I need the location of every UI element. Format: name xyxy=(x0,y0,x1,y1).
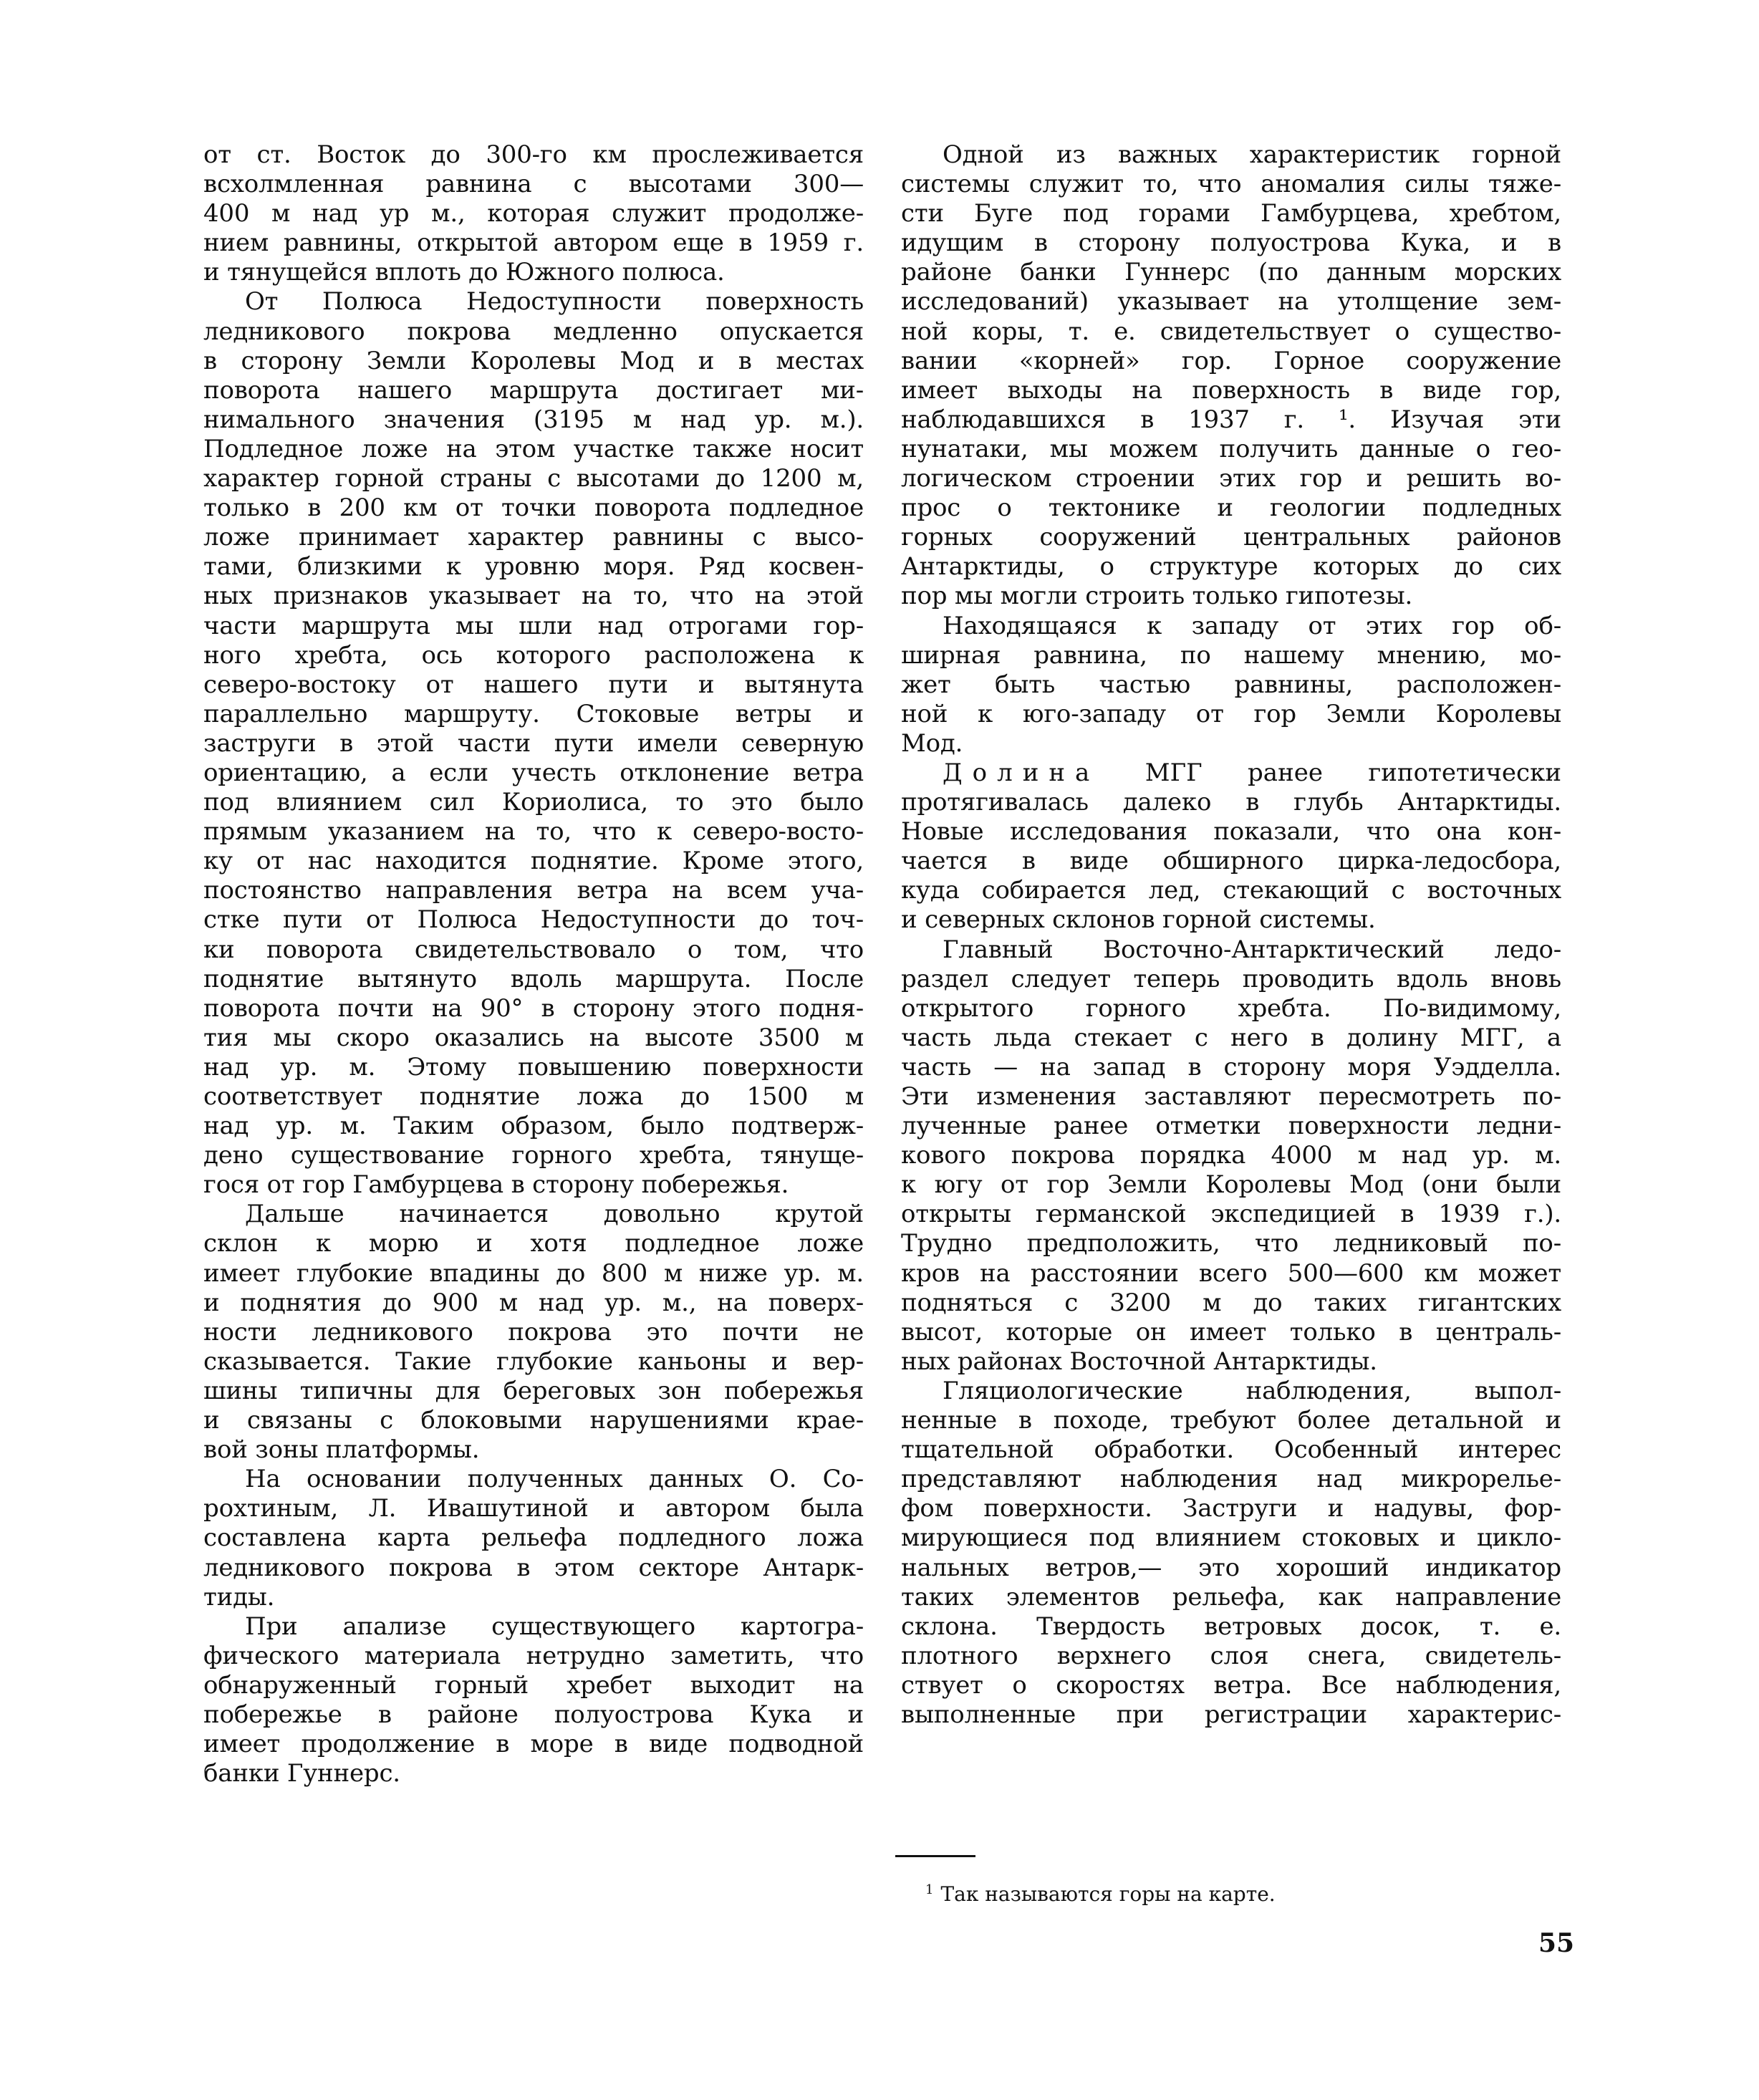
text-line: тщательной обработки. Особенный интерес xyxy=(901,1435,1561,1465)
text-line: и поднятия до 900 м над ур. м., на поверх- xyxy=(203,1288,864,1317)
text-line: нальных ветров,— это хороший индикатор xyxy=(901,1553,1561,1582)
text-line: От Полюса Недоступности поверхность xyxy=(245,287,864,317)
text-line: высот, которые он имеет только в централь- xyxy=(901,1317,1561,1347)
text-line: обнаруженный горный хребет выходит на xyxy=(203,1670,864,1700)
text-line: Дальше начинается довольно крутой xyxy=(245,1200,864,1229)
text-line: тия мы скоро оказались на высоте 3500 м xyxy=(203,1023,864,1052)
text-line: Мод. xyxy=(901,728,963,758)
text-line: склон к морю и хотя подледное ложе xyxy=(203,1229,864,1258)
text-line: в сторону Земли Королевы Мод и в местах xyxy=(203,346,864,375)
text-line: куда собирается лед, стекающий с восточных xyxy=(901,876,1561,905)
footnote-divider xyxy=(895,1855,975,1857)
text-line: сказывается. Такие глубокие каньоны и вер- xyxy=(203,1347,864,1376)
text-line: мирующиеся под влиянием стоковых и цикло- xyxy=(901,1523,1561,1553)
text-line: горных сооружений центральных районов xyxy=(901,523,1561,552)
text-line: от ст. Восток до 300-го км прослеживается xyxy=(203,140,864,169)
text-line: ного хребта, ось которого расположена к xyxy=(203,640,864,670)
text-line: выполненные при регистрации характерис- xyxy=(901,1700,1561,1729)
text-line: Трудно предположить, что ледниковый по- xyxy=(901,1229,1561,1258)
text-line: пор мы могли строить только гипотезы. xyxy=(901,582,1413,611)
text-line: характер горной страны с высотами до 1200 м, xyxy=(203,464,864,493)
text-line: часть льда стекает с него в долину МГГ, а xyxy=(901,1023,1561,1052)
text-line: Одной из важных характеристик горной xyxy=(943,140,1561,169)
text-line: к югу от гор Земли Королевы Мод (они были xyxy=(901,1170,1561,1200)
text-line: имеет продолжение в море в виде подводной xyxy=(203,1730,864,1759)
text-line: всхолмленная равнина с высотами 300— xyxy=(203,170,864,199)
footnote xyxy=(925,1882,1276,1906)
text-line: протягивалась далеко в глубь Антарктиды. xyxy=(901,788,1561,817)
text-line: поднятие вытянуто вдоль маршрута. После xyxy=(203,964,864,993)
text-line: Гляциологические наблюдения, выпол- xyxy=(943,1376,1561,1405)
text-line: ной к юго-западу от гор Земли Королевы xyxy=(901,699,1561,728)
text-line: логическом строении этих гор и решить во- xyxy=(901,464,1561,493)
text-line: прямым указанием на то, что к северо-восто- xyxy=(203,817,864,847)
text-line: нием равнины, открытой автором еще в 1959 г. xyxy=(203,228,864,258)
text-line: Главный Восточно-Антарктический ледо- xyxy=(943,935,1561,964)
text-line: лученные ранее отметки поверхности ледни- xyxy=(901,1112,1561,1141)
text-line: сти Буге под горами Гамбурцева, хребтом, xyxy=(901,199,1561,228)
text-line: тиды. xyxy=(203,1582,275,1612)
text-line: имеет выходы на поверхность в виде гор, xyxy=(901,375,1561,405)
text-line: раздел следует теперь проводить вдоль вновь xyxy=(901,964,1561,993)
text-line: поворота почти на 90° в сторону этого подня- xyxy=(203,993,864,1023)
footnote-marker: 1 xyxy=(925,1882,934,1897)
text-line: ориентацию, а если учесть отклонение ветра xyxy=(203,758,864,787)
text-line: шины типичны для береговых зон побережья xyxy=(203,1376,864,1405)
text-line: исследований) указывает на утолщение зем- xyxy=(901,287,1561,317)
text-line: ложе принимает характер равнины с высо- xyxy=(203,523,864,552)
text-line: представляют наблюдения над микрорелье- xyxy=(901,1465,1561,1494)
text-line: подняться с 3200 м до таких гигантских xyxy=(901,1288,1561,1317)
text-line: Долина МГГ ранее гипотетически xyxy=(943,758,1561,787)
text-line: При апализе существующего картогра- xyxy=(245,1612,864,1641)
text-line: открытого горного хребта. По-видимому, xyxy=(901,993,1561,1023)
text-line: имеет глубокие впадины до 800 м ниже ур. м. xyxy=(203,1258,864,1288)
text-line: 400 м над ур м., которая служит продолже- xyxy=(203,199,864,228)
text-line: под влиянием сил Кориолиса, то это было xyxy=(203,788,864,817)
text-line: ки поворота свидетельствовало о том, что xyxy=(203,935,864,964)
text-line: Находящаяся к западу от этих гор об- xyxy=(943,611,1561,640)
text-line: параллельно маршруту. Стоковые ветры и xyxy=(203,699,864,728)
footnote-text: Так называются горы на карте. xyxy=(940,1882,1276,1906)
text-line: банки Гуннерс. xyxy=(203,1759,400,1788)
text-line: рохтиным, Л. Ивашутиной и автором была xyxy=(203,1494,864,1523)
text-line: кров на расстоянии всего 500—600 км может xyxy=(901,1258,1561,1288)
text-line: тами, близкими к уровню моря. Ряд косвен- xyxy=(203,552,864,582)
text-line: и северных склонов горной системы. xyxy=(901,905,1376,935)
text-line: системы служит то, что аномалия силы тяже- xyxy=(901,170,1561,199)
text-line: соответствует поднятие ложа до 1500 м xyxy=(203,1082,864,1111)
text-line: над ур. м. Таким образом, было подтверж- xyxy=(203,1112,864,1141)
text-line: только в 200 км от точки поворота подледное xyxy=(203,493,864,523)
text-line: ледникового покрова в этом секторе Антарк- xyxy=(203,1553,864,1582)
text-line: часть — на запад в сторону моря Уэдделла. xyxy=(901,1052,1561,1082)
text-line: склона. Твердость ветровых досок, т. е. xyxy=(901,1612,1561,1641)
text-line: заструги в этой части пути имели северную xyxy=(203,728,864,758)
text-line: ку от нас находится поднятие. Кроме этого, xyxy=(203,847,864,876)
spaced-emphasis-word: Долина xyxy=(943,758,1100,787)
text-line: стке пути от Полюса Недоступности до точ- xyxy=(203,905,864,935)
left-column xyxy=(203,140,864,1788)
text-line: постоянство направления ветра на всем уча- xyxy=(203,876,864,905)
text-line: составлена карта рельефа подледного ложа xyxy=(203,1523,864,1553)
text-line: поворота нашего маршрута достигает ми- xyxy=(203,375,864,405)
text-line: ненные в походе, требуют более детальной и xyxy=(901,1406,1561,1435)
text-line: ширная равнина, по нашему мнению, мо- xyxy=(901,640,1561,670)
text-line: фического материала нетрудно заметить, что xyxy=(203,1641,864,1670)
text-line: идущим в сторону полуострова Кука, и в xyxy=(901,228,1561,258)
text-line: вой зоны платформы. xyxy=(203,1435,480,1465)
text-line: дено существование горного хребта, тянуще- xyxy=(203,1141,864,1170)
text-line: жет быть частью равнины, расположен- xyxy=(901,670,1561,699)
text-line: и связаны с блоковыми нарушениями крае- xyxy=(203,1406,864,1435)
text-line: открыты германской экспедицией в 1939 г.). xyxy=(901,1200,1561,1229)
text-line: чается в виде обширного цирка-ледосбора, xyxy=(901,847,1561,876)
text-line: части маршрута мы шли над отрогами гор- xyxy=(203,611,864,640)
text-line: Эти изменения заставляют пересмотреть по- xyxy=(901,1082,1561,1111)
text-line: и тянущейся вплоть до Южного полюса. xyxy=(203,258,725,287)
text-line: Антарктиды, о структуре которых до сих xyxy=(901,552,1561,582)
text-line: наблюдавшихся в 1937 г. ¹. Изучая эти xyxy=(901,405,1561,434)
text-line: гося от гор Гамбурцева в сторону побережья. xyxy=(203,1170,789,1200)
text-line: побережье в районе полуострова Кука и xyxy=(203,1700,864,1729)
text-line: фом поверхности. Заструги и надувы, фор- xyxy=(901,1494,1561,1523)
text-line: На основании полученных данных О. Со- xyxy=(245,1465,864,1494)
text-line: ных районах Восточной Антарктиды. xyxy=(901,1347,1377,1376)
text-line: кового покрова порядка 4000 м над ур. м. xyxy=(901,1141,1561,1170)
text-line: таких элементов рельефа, как направление xyxy=(901,1582,1561,1612)
text-line: нунатаки, мы можем получить данные о гео- xyxy=(901,434,1561,463)
text-line: районе банки Гуннерс (по данным морских xyxy=(901,258,1561,287)
text-line: Новые исследования показали, что она кон- xyxy=(901,817,1561,847)
text-line: ности ледникового покрова это почти не xyxy=(203,1317,864,1347)
text-line: плотного верхнего слоя снега, свидетель- xyxy=(901,1641,1561,1670)
text-line: над ур. м. Этому повышению поверхности xyxy=(203,1052,864,1082)
text-line: вании «корней» гор. Горное сооружение xyxy=(901,346,1561,375)
text-line: прос о тектонике и геологии подледных xyxy=(901,493,1561,523)
page-number: 55 xyxy=(1538,1928,1575,1958)
text-line: Подледное ложе на этом участке также носит xyxy=(203,434,864,463)
text-line: ледникового покрова медленно опускается xyxy=(203,317,864,346)
text-line: северо-востоку от нашего пути и вытянута xyxy=(203,670,864,699)
text-line: ствует о скоростях ветра. Все наблюдения, xyxy=(901,1670,1561,1700)
right-column xyxy=(901,140,1561,1730)
text-line: ной коры, т. е. свидетельствует о существо- xyxy=(901,317,1561,346)
text-line: нимального значения (3195 м над ур. м.). xyxy=(203,405,864,434)
text-line: ных признаков указывает на то, что на этой xyxy=(203,582,864,611)
